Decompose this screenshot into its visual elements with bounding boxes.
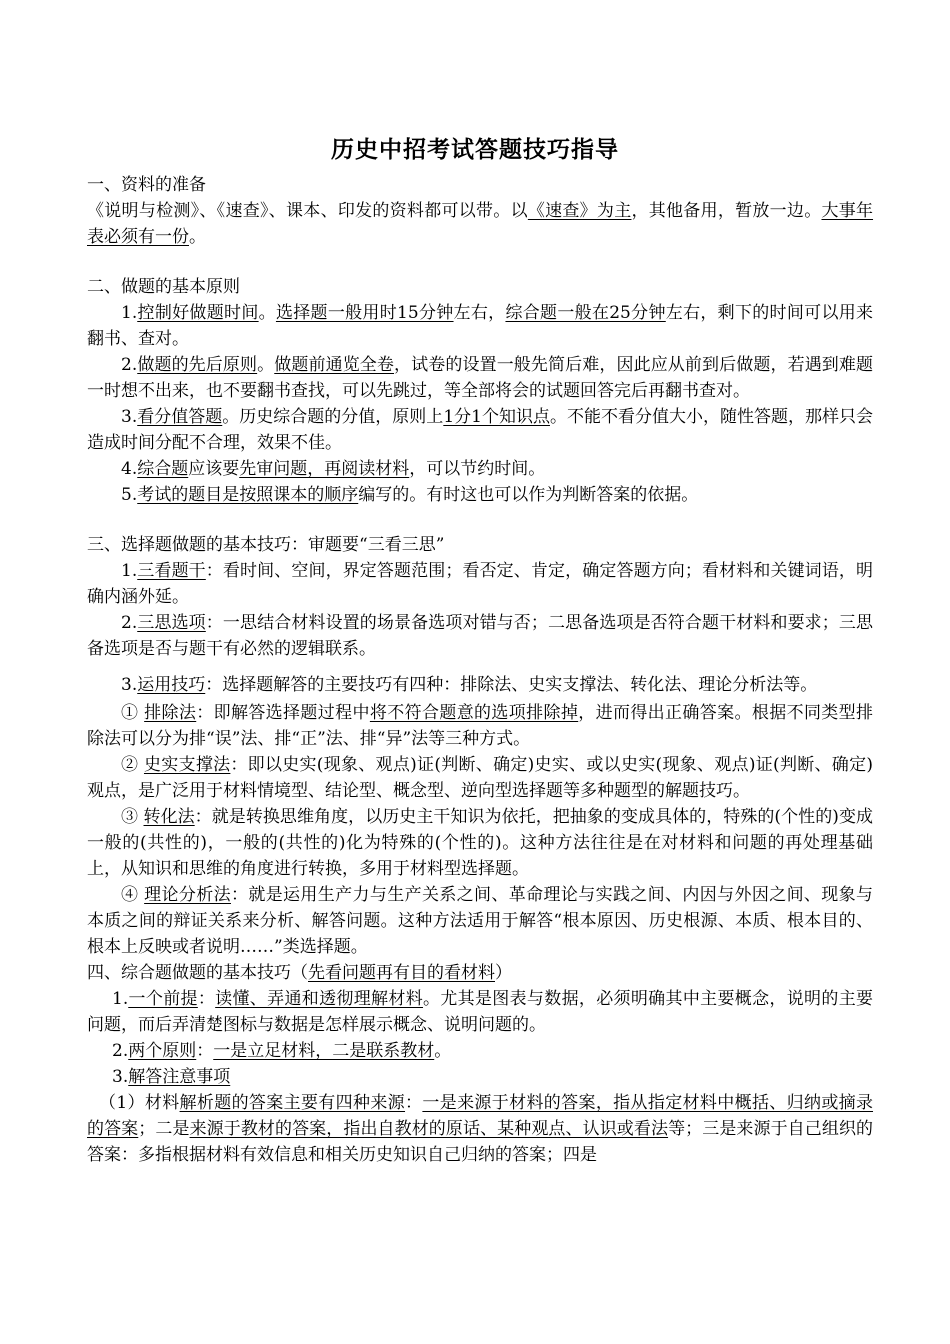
section-3-heading: 三、选择题做题的基本技巧：审题要“三看三思” — [87, 535, 445, 555]
section-2-item-1: 1.控制好做题时间。选择题一般用时15分钟左右，综合题一般在25分钟左右，剩下的时间可以用来翻书、查对。 — [87, 303, 874, 349]
section-2-item-2: 2.做题的先后原则。做题前通览全卷，试卷的设置一般先简后难，因此应从前到后做题，若遇到难题一时想不出来，也不要翻书查找，可以先跳过，等全部将会的试题回答完后再翻书查对。 — [87, 355, 874, 401]
method-exclusion: ① 排除法：即解答选择题过程中将不符合题意的选项排除掉，进而得出正确答案。根据不同类型排除法可以分为排“误”法、排“正”法、排“异”法等三种方式。 — [87, 703, 874, 749]
section-2-heading: 二、做题的基本原则 — [87, 277, 240, 297]
section-2-item-3: 3.看分值答题。历史综合题的分值，原则上1分1个知识点。不能不看分值大小，随性答题，那样只会造成时间分配不合理，效果不佳。 — [87, 407, 874, 453]
section-3-item-3: 3.运用技巧：选择题解答的主要技巧有四种：排除法、史实支撑法、转化法、理论分析法等。 — [121, 675, 818, 695]
section-4-heading: 四、综合题做题的基本技巧（先看问题再有目的看材料） — [87, 963, 512, 983]
document-title: 历史中招考试答题技巧指导 — [331, 136, 619, 163]
section-4-item-2: 2.两个原则：一是立足材料，二是联系教材。 — [112, 1041, 452, 1061]
section-2-item-4: 4.综合题应该要先审问题，再阅读材料，可以节约时间。 — [121, 459, 546, 479]
method-historical-support: ② 史实支撑法：即以史实(现象、观点)证(判断、确定)史实、或以史实(现象、观点)证(判断、确定)观点，是广泛用于材料情境型、结论型、概念型、逆向型选择题等多种题型的解题技巧。 — [87, 755, 874, 801]
section-1-paragraph: 《说明与检测》、《速查》、课本、印发的资料都可以带。以《速查》为主，其他备用，暂放一边。大事年表必须有一份。 — [87, 201, 874, 247]
method-theoretical-analysis: ④ 理论分析法：就是运用生产力与生产关系之间、革命理论与实践之间、内因与外因之间、现象与本质之间的辩证关系来分析、解答问题。这种方法适用于解答“根本原因、历史根源、本质、根本目的、根本上反映或者说明……”类选择题。 — [87, 885, 874, 957]
section-3-item-2: 2.三思选项：一思结合材料设置的场景备选项对错与否；二思备选项是否符合题干材料和要求；三思备选项是否与题干有必然的逻辑联系。 — [87, 613, 874, 659]
section-3-item-1: 1.三看题干：看时间、空间，界定答题范围；看否定、肯定，确定答题方向；看材料和关键词语，明确内涵外延。 — [87, 561, 874, 607]
section-1-heading: 一、资料的准备 — [87, 175, 206, 195]
section-4-item-1: 1.一个前提：读懂、弄通和透彻理解材料。尤其是图表与数据，必须明确其中主要概念，说明的主要问题，而后弄清楚图标与数据是怎样展示概念、说明问题的。 — [87, 989, 874, 1035]
section-4-item-3: 3.解答注意事项 — [112, 1067, 231, 1087]
section-2-item-5: 5.考试的题目是按照课本的顺序编写的。有时这也可以作为判断答案的依据。 — [121, 485, 699, 505]
document-body — [87, 172, 873, 1168]
method-conversion: ③ 转化法：就是转换思维角度，以历史主干知识为依托，把抽象的变成具体的，特殊的(个性的)变成一般的(共性的)，一般的(共性的)化为特殊的(个性的)。这种方法往往是在对材料和问题的再处理基础上，从知识和思维的角度进行转换，多用于材料型选择题。 — [87, 807, 874, 879]
section-4-item-4: （1）材料解析题的答案主要有四种来源：一是来源于材料的答案，指从指定材料中概括、归纳或摘录的答案；二是来源于教材的答案，指出自教材的原话、某种观点、认识或看法等；三是来源于自己组织的答案：多指根据材料有效信息和相关历史知识自己归纳的答案；四是 — [87, 1093, 874, 1165]
